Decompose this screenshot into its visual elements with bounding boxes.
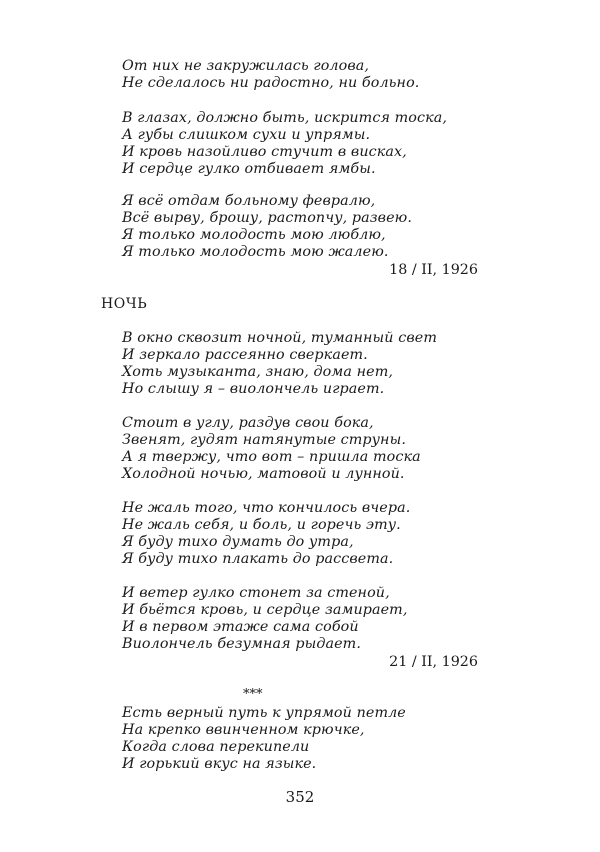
verse-line: И ветер гулко стонет за стеной,: [122, 585, 390, 601]
verse-line: Я буду тихо думать до утра,: [122, 534, 354, 550]
verse-line: И бьётся кровь, и сердце замирает,: [122, 602, 408, 618]
verse-line: И горький вкус на языке.: [122, 756, 317, 772]
verse-line: Не жаль себя, и боль, и горечь эту.: [122, 517, 401, 533]
verse-line: Не жаль того, что кончилось вчера.: [122, 500, 411, 516]
verse-line: Но слышу я – виолончель играет.: [122, 381, 385, 397]
poem-title: НОЧЬ: [101, 296, 148, 312]
verse-line: Я только молодость мою жалею.: [122, 244, 389, 260]
verse-line: Есть верный путь к упрямой петле: [122, 705, 406, 721]
verse-line: Я только молодость мою люблю,: [122, 227, 386, 243]
verse-line: Я буду тихо плакать до рассвета.: [122, 551, 394, 567]
verse-line: И сердце гулко отбивает ямбы.: [122, 161, 376, 177]
verse-line: В окно сквозит ночной, туманный свет: [122, 330, 437, 346]
page-number: 352: [285, 788, 315, 806]
section-asterisks: ***: [243, 687, 263, 702]
verse-line: И зеркало рассеянно сверкает.: [122, 347, 368, 363]
verse-line: Звенят, гудят натянутые струны.: [122, 432, 406, 448]
verse-line: А я твержу, что вот – пришла тоска: [122, 449, 421, 465]
verse-line: И в первом этаже сама собой: [122, 619, 359, 635]
verse-line: В глазах, должно быть, искрится тоска,: [122, 110, 448, 126]
verse-line: Я всё отдам больному февралю,: [122, 193, 376, 209]
verse-line: Когда слова перекипели: [122, 739, 310, 755]
verse-line: А губы слишком сухи и упрямы.: [122, 127, 371, 143]
verse-line: Холодной ночью, матовой и лунной.: [122, 466, 405, 482]
verse-line: Хоть музыканта, знаю, дома нет,: [122, 364, 393, 380]
verse-line: Всё вырву, брошу, растопчу, развею.: [122, 210, 412, 226]
verse-line: На крепко ввинченном крючке,: [122, 722, 365, 738]
poem-date: 21 / II, 1926: [389, 654, 478, 670]
verse-line: Не сделалось ни радостно, ни больно.: [122, 75, 420, 91]
poem-date: 18 / II, 1926: [389, 262, 478, 278]
verse-line: Стоит в углу, раздув свои бока,: [122, 415, 374, 431]
verse-line: Виолончель безумная рыдает.: [122, 636, 361, 652]
verse-line: И кровь назойливо стучит в висках,: [122, 144, 407, 160]
verse-line: От них не закружилась голова,: [122, 58, 370, 74]
